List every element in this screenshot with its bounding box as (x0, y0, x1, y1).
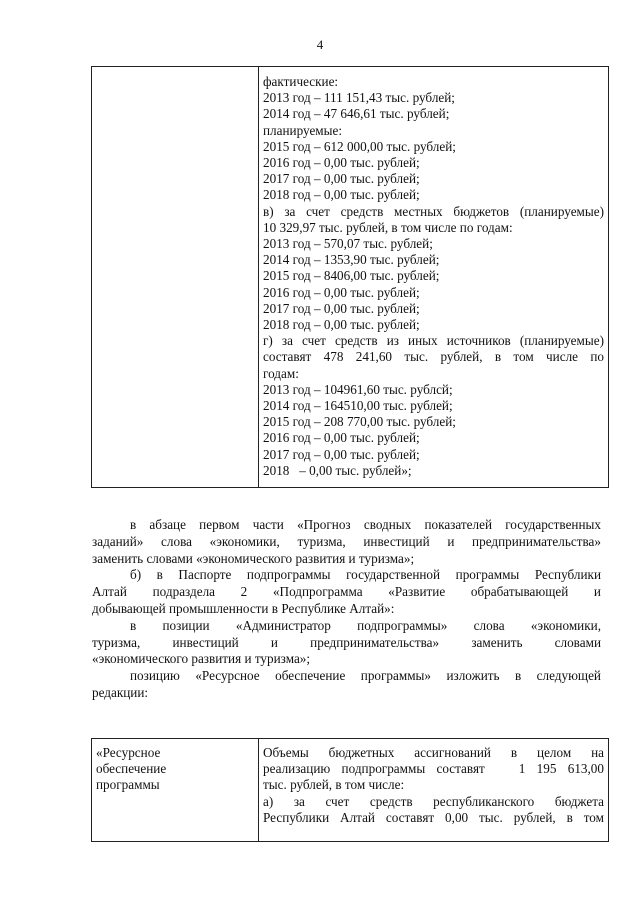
table-right-cell (259, 67, 609, 488)
funding-line: реализацию подпрограммы составят 1 195 613,00 (263, 761, 604, 777)
page-number: 4 (316, 37, 324, 52)
funding-line: фактические: (263, 74, 339, 89)
funding-line: Республики Алтай составят 0,00 тыс. рублей, в том (263, 809, 604, 825)
funding-line: 2018 год – 0,00 тыс. рублей; (263, 317, 420, 333)
funding-line: 2016 год – 0,00 тыс. рублей; (263, 155, 420, 171)
funding-line: 2015 год – 612 000,00 тыс. рублей; (263, 138, 456, 154)
paragraph-line: в позиции «Администратор подпрограммы» слова «экономики, (130, 617, 601, 633)
position-line: программы (96, 777, 160, 793)
funding-line: 2014 год – 164510,00 тыс. рублей; (263, 398, 453, 414)
funding-line: 2013 год – 570,07 тыс. рублей; (263, 236, 433, 252)
paragraph (92, 618, 601, 668)
position-value-cell (259, 739, 609, 842)
funding-line: составят 478 241,60 тыс. рублей, в том числе по (263, 349, 604, 365)
paragraph (92, 668, 601, 702)
funding-line: в) за счет средств местных бюджетов (планируемые) (263, 203, 604, 219)
funding-line: 2017 год – 0,00 тыс. рублей; (263, 446, 420, 462)
funding-line: а) за счет средств республиканского бюджета (263, 793, 604, 809)
funding-line: 2018 – 0,00 тыс. рублей»; (263, 462, 412, 478)
table-left-cell-empty (92, 67, 259, 488)
paragraph-line: «экономического развития и туризма»; (92, 651, 311, 667)
funding-line: 2014 год – 47 646,61 тыс. рублей; (263, 106, 450, 122)
funding-line: планируемые: (263, 122, 343, 138)
funding-line: 2015 год – 8406,00 тыс. рублей; (263, 268, 440, 284)
paragraph-line: редакции: (92, 684, 149, 700)
funding-line: 2016 год – 0,00 тыс. рублей; (263, 430, 420, 446)
funding-line: 2017 год – 0,00 тыс. рублей; (263, 300, 420, 316)
paragraph-line: Алтай подраздела 2 «Подпрограмма «Развитие обрабатывающей и (92, 584, 601, 600)
funding-line: 10 329,97 тыс. рублей, в том числе по годам: (263, 219, 513, 235)
paragraph-line: заменить словами «экономического развития и туризма»; (92, 550, 415, 566)
paragraph-line: добывающей промышленности в Республике Алтай»: (92, 600, 395, 616)
funding-line: годам: (263, 365, 299, 381)
paragraph-line: туризма, инвестиций и предпринимательства» заменить словами (92, 634, 601, 650)
paragraph (92, 517, 601, 567)
resource-table-continued (91, 66, 609, 488)
resource-table-new (91, 738, 609, 842)
funding-line: 2013 год – 111 151,43 тыс. рублей; (263, 90, 455, 106)
paragraph (92, 567, 601, 617)
position-name-cell (92, 739, 259, 842)
paragraph-line: в абзаце первом части «Прогноз сводных показателей государственных (130, 517, 601, 532)
funding-line: г) за счет средств из иных источников (планируемые) (263, 333, 604, 349)
position-line: «Ресурсное (96, 745, 161, 760)
paragraph-line: б) в Паспорте подпрограммы государственной программы Республики (130, 567, 601, 583)
funding-line: 2018 год – 0,00 тыс. рублей; (263, 187, 420, 203)
funding-line: Объемы бюджетных ассигнований в целом на (263, 745, 604, 760)
table-row (92, 739, 609, 842)
amendment-text (92, 517, 601, 702)
funding-line: 2013 год – 104961,60 тыс. рублсй; (263, 381, 453, 397)
funding-line: тыс. рублей, в том числе: (263, 777, 405, 793)
funding-line: 2015 год – 208 770,00 тыс. рублей; (263, 414, 456, 430)
table-row (92, 67, 609, 488)
funding-line: 2014 год – 1353,90 тыс. рублей; (263, 252, 440, 268)
paragraph-line: позицию «Ресурсное обеспечение программы» изложить в следующей (130, 668, 601, 684)
funding-line: 2017 год – 0,00 тыс. рублей; (263, 171, 420, 187)
position-line: обеспечение (96, 761, 167, 777)
funding-line: 2016 год – 0,00 тыс. рублей; (263, 284, 420, 300)
paragraph-line: заданий» слова «экономики, туризма, инвестиций и предпринимательства» (92, 533, 601, 549)
